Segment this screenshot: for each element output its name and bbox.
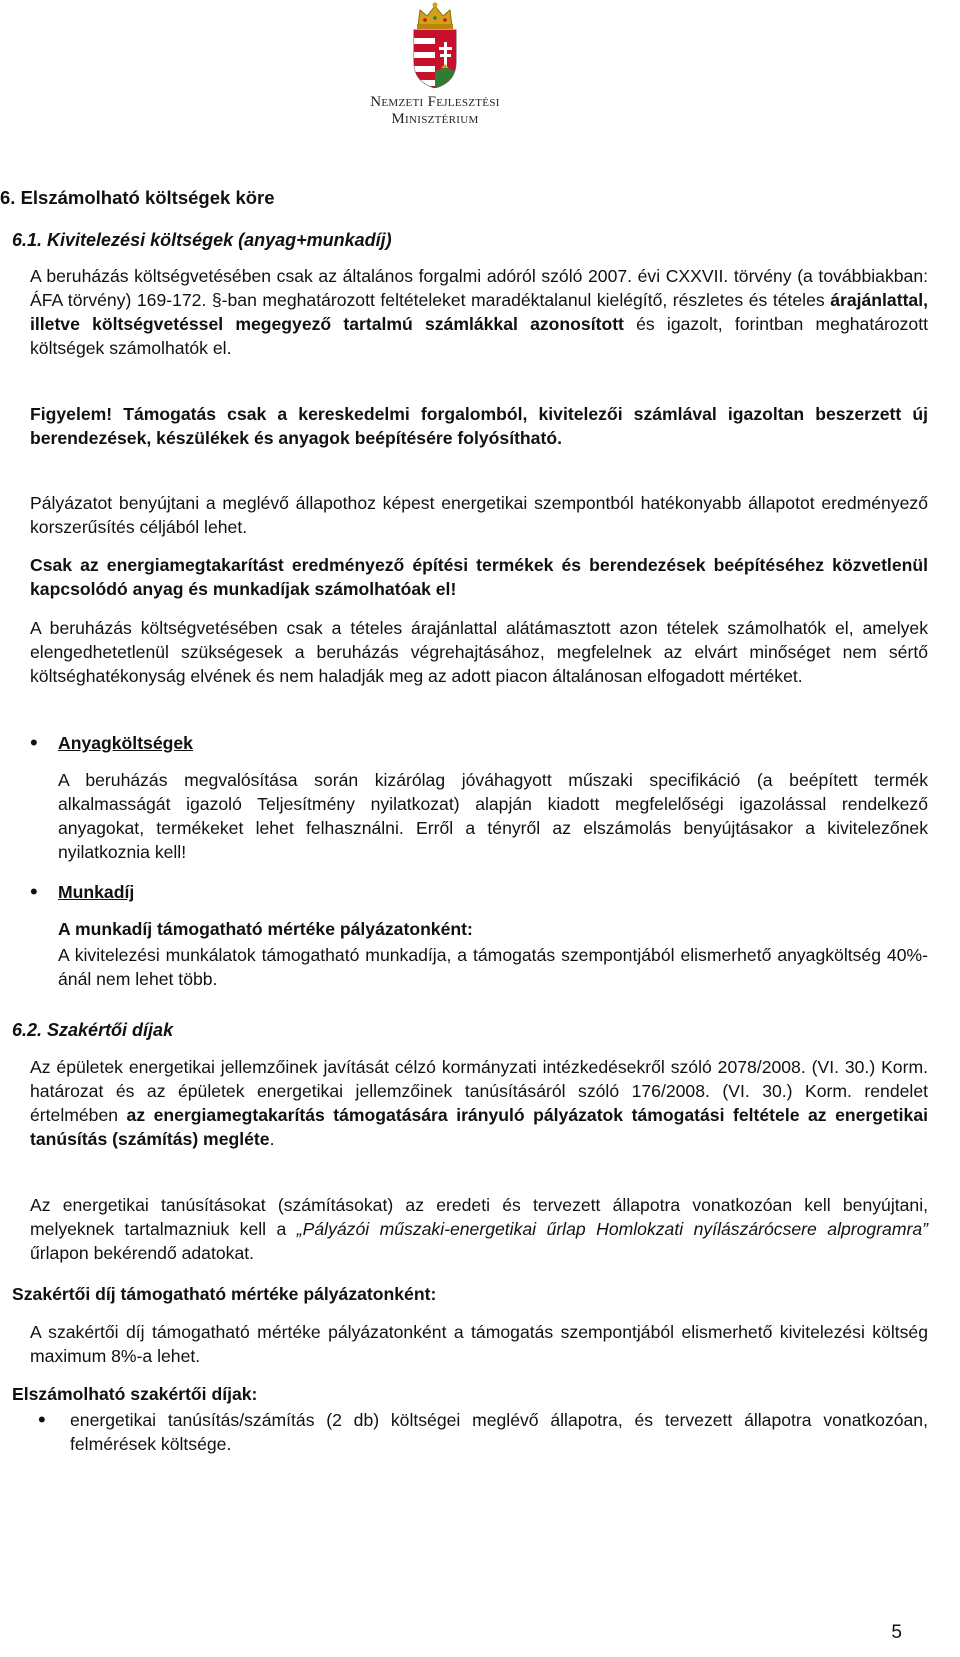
heading-expert-fee-rate: Szakértői díj támogatható mértéke pályázatonként: xyxy=(12,1284,437,1304)
paragraph-eligibility-part3: és igazolt, forintban meghatározott költségek számolhatók el. xyxy=(30,314,928,358)
paragraph-energy-certification-part1: Az épületek energetikai jellemzőinek javítását célzó kormányzati intézkedésekről szóló 2078/2008. (VI. 30.) Korm. határozat és az épületek energetikai jellemzőinek tanúsításáról szóló 176/2008. (VI. 30.) Korm. rendelet értelmében xyxy=(30,1057,928,1125)
bullet-expert-fee-item: energetikai tanúsítás/számítás (2 db) költségei meglévő állapotra, és tervezett állapotra vonatkozóan, felmérések költsége. xyxy=(70,1410,928,1454)
heading-eligible-expert-fees: Elszámolható szakértői díjak: xyxy=(12,1384,258,1404)
paragraph-certification-submission-part3: űrlapon bekérendő adatokat. xyxy=(30,1243,255,1263)
bullet-marker: • xyxy=(30,879,38,904)
paragraph-energy-certification-emphasis: az energiamegtakarítás támogatására irányuló pályázatok támogatási feltétele az energetikai tanúsítás (számítás) megléte xyxy=(30,1105,928,1149)
coat-of-arms-icon xyxy=(410,2,460,88)
subsection-6-2-title: 6.2. Szakértői díjak xyxy=(12,1020,174,1040)
bullet-marker: • xyxy=(30,730,38,755)
bullet-material-costs-text: A beruházás megvalósítása során kizárólag jóváhagyott műszaki specifikáció (a beépített termék alkalmasságát igazoló Teljesítmény nyilatkozat) alapján kiadott megfelelőségi igazolással rendelkező anyagokat, termékeket lehet felhasználni. Erről a tényről az elszámolás benyújtásakor a kivitelezőnek nyilatkoznia kell! xyxy=(58,770,928,862)
bullet-labor-text: A kivitelezési munkálatok támogatható munkadíja, a támogatás szempontjából elismerhető anyagköltség 40%-ánál nem lehet több. xyxy=(58,945,928,989)
paragraph-budget-items: A beruházás költségvetésében csak a tételes árajánlattal alátámasztott azon tételek számolhatók el, amelyek elengedhetetlenül szükségesek a beruházás végrehajtásához, megfelelnek az elvárt minőséget nem sértő költséghatékonyság elvének és nem haladják meg az adott piacon általánosan elfogadott mértéket. xyxy=(30,618,928,686)
paragraph-warning: Figyelem! Támogatás csak a kereskedelmi forgalomból, kivitelezői számlával igazoltan beszerzett új berendezések, készülékek és anyagok beépítésére folyósítható. xyxy=(30,404,928,448)
paragraph-expert-fee-rate: A szakértői díj támogatható mértéke pályázatonként a támogatás szempontjából elismerhető kivitelezési költség maximum 8%-a lehet. xyxy=(30,1322,928,1366)
bullet-marker: • xyxy=(38,1407,46,1432)
paragraph-energy-saving-only: Csak az energiamegtakarítást eredményező építési termékek és berendezések beépítéséhez közvetlenül kapcsolódó anyag és munkadíjak számolhatóak el! xyxy=(30,555,928,599)
paragraph-eligibility xyxy=(30,264,928,360)
bullet-labor-subtitle: A munkadíj támogatható mértéke pályázatonként: xyxy=(58,919,473,939)
bullet-labor-title: Munkadíj xyxy=(58,882,135,902)
ministry-logo xyxy=(340,2,530,132)
form-name: „Pályázói műszaki-energetikai űrlap Homlokzati nyílászárócsere alprogramra” xyxy=(296,1219,928,1239)
paragraph-application-purpose: Pályázatot benyújtani a meglévő állapothoz képest energetikai szempontból hatékonyabb állapotot eredményező korszerűsítés céljából lehet. xyxy=(30,493,928,537)
paragraph-certification-submission xyxy=(30,1193,928,1265)
paragraph-energy-certification xyxy=(30,1055,928,1151)
ministry-name-line2: Minisztérium xyxy=(391,111,479,127)
section-title: 6. Elszámolható költségek köre xyxy=(0,187,275,208)
page-number: 5 xyxy=(891,1622,902,1643)
subsection-6-1-title: 6.1. Kivitelezési költségek (anyag+munkadíj) xyxy=(12,230,392,250)
paragraph-certification-submission-part1: Az energetikai tanúsításokat (számításokat) az eredeti és tervezett állapotra vonatkozóan kell benyújtani, melyeknek tartalmazniuk kell a xyxy=(30,1195,928,1239)
paragraph-eligibility-emphasis: árajánlattal, illetve költségvetéssel megegyező tartalmú számlákkal azonosított xyxy=(30,290,928,334)
bullet-material-costs-title: Anyagköltségek xyxy=(58,733,193,753)
paragraph-eligibility-part1: A beruházás költségvetésében csak az általános forgalmi adóról szóló 2007. évi CXXVII. törvény (a továbbiakban: ÁFA törvény) 169-172. §-ban meghatározott feltételeket maradéktalanul kielégítő, részletes és tételes xyxy=(30,266,928,310)
ministry-name-line1: Nemzeti Fejlesztési xyxy=(370,94,500,110)
paragraph-energy-certification-part3: . xyxy=(269,1129,275,1149)
